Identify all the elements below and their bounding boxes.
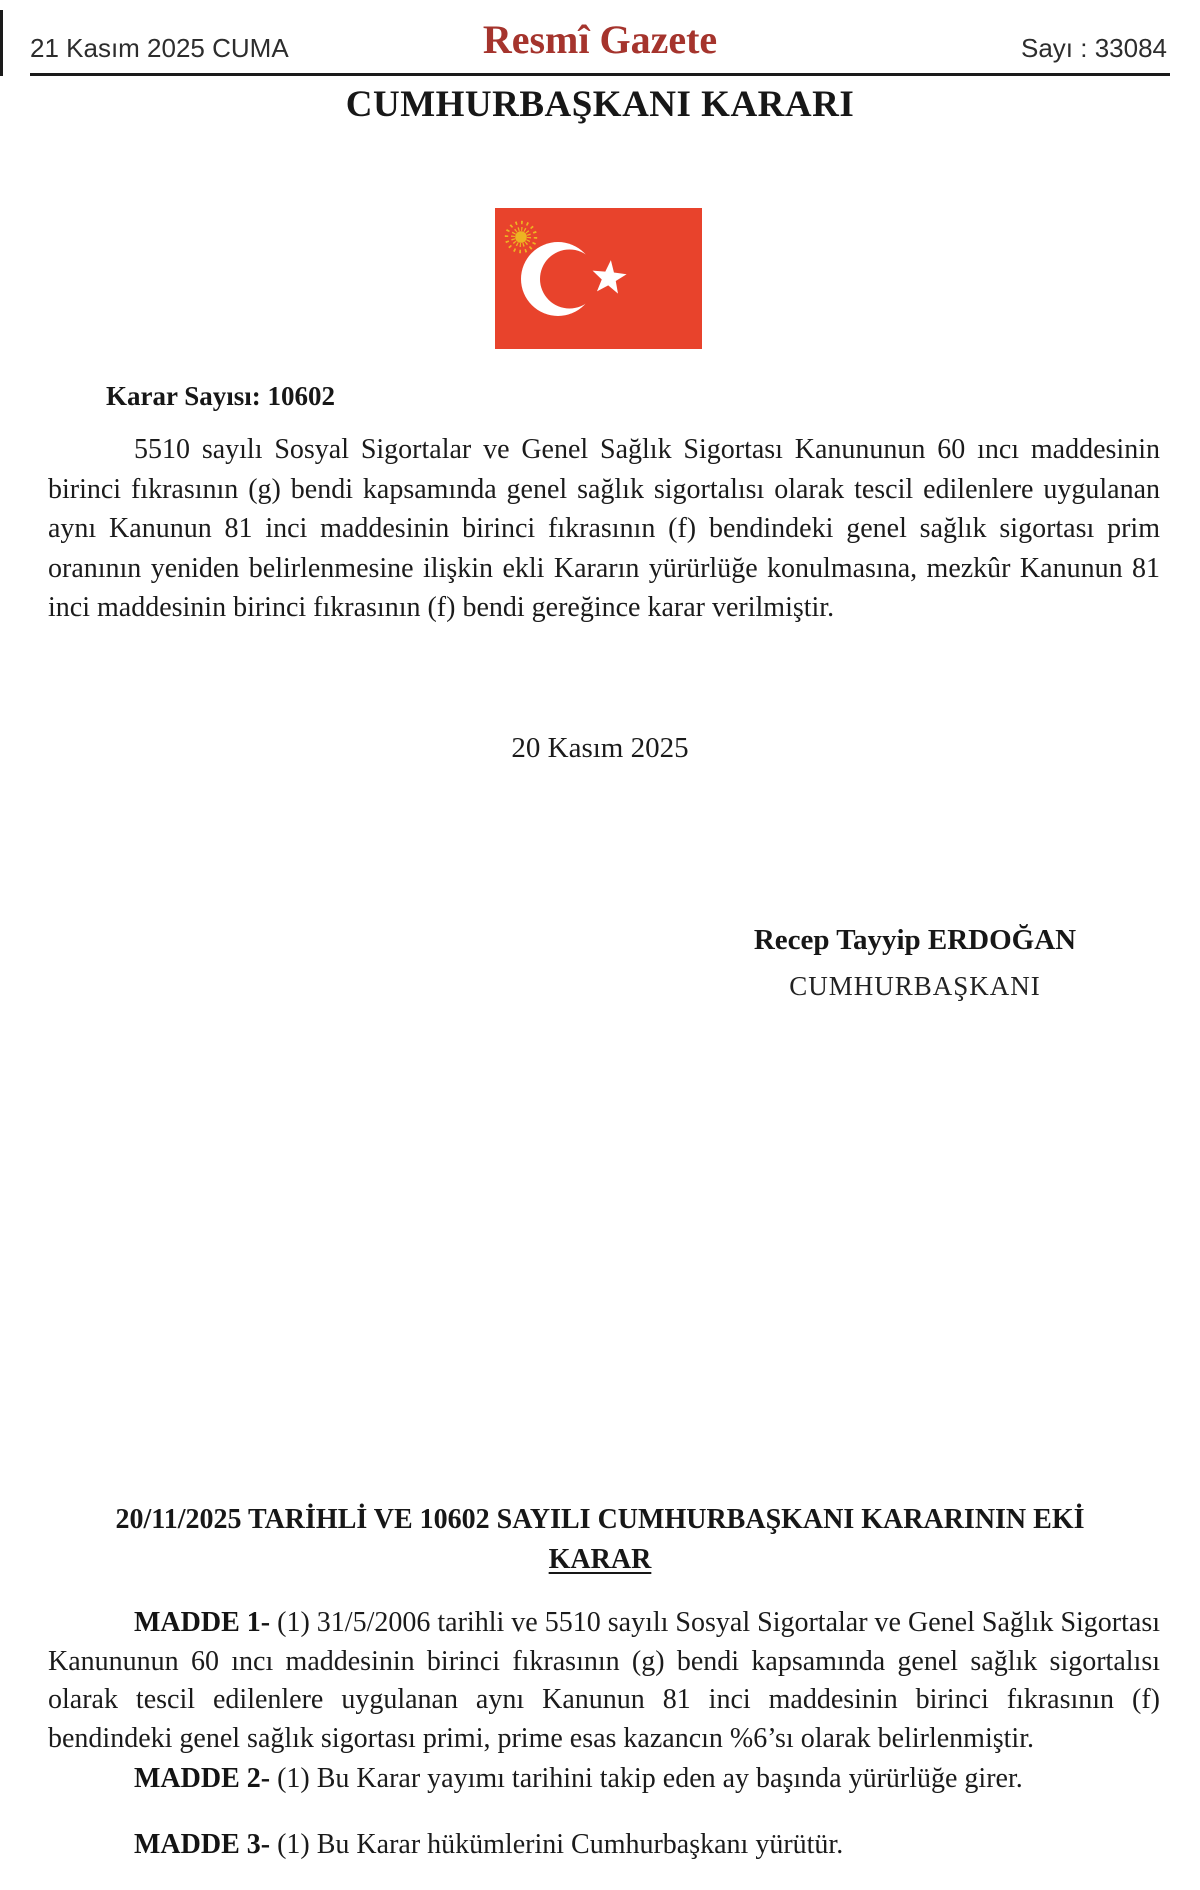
article-3-label: MADDE 3- — [134, 1829, 278, 1860]
article-3 — [48, 1826, 1160, 1865]
article-1-label: MADDE 1- — [134, 1607, 278, 1638]
header-rule — [30, 73, 1170, 76]
article-1-text: (1) 31/5/2006 tarihli ve 5510 sayılı Sosyal Sigortalar ve Genel Sağlık Sigortası Kanununun 60 ıncı maddesinin birinci fıkrasının (g) bendi kapsamında genel sağlık sigortalısı olarak tescil edilenlere uygulanan aynı Kanunun 81 inci maddesinin birinci fıkrasının (f) bendindeki genel sağlık sigortası primi, prime esas kazancın %6’sı olarak belirlenmiştir. — [48, 1607, 1161, 1754]
decision-date: 20 Kasım 2025 — [511, 732, 689, 764]
article-2 — [48, 1760, 1160, 1799]
article-3-text: (1) Bu Karar hükümlerini Cumhurbaşkanı yürütür. — [277, 1829, 844, 1860]
signature-name: Recep Tayyip ERDOĞAN — [753, 924, 1077, 956]
article-1 — [48, 1604, 1160, 1758]
article-2-text: (1) Bu Karar yayımı tarihini takip eden ay başında yürürlüğe girer. — [277, 1763, 1023, 1794]
header-date: 21 Kasım 2025 CUMA — [30, 33, 289, 63]
gazette-title: Resmî Gazete — [482, 17, 718, 62]
turkish-presidential-flag — [495, 208, 702, 349]
document-title: CUMHURBAŞKANI KARARI — [345, 84, 855, 125]
decision-paragraph: 5510 sayılı Sosyal Sigortalar ve Genel Sağlık Sigortası Kanununun 60 ıncı maddesinin birinci fıkrasının (g) bendi kapsamında genel sağlık sigortalısı olarak tescil edilenlere uygulanan aynı Kanunun 81 inci maddesinin birinci fıkrasının (f) bendindeki genel sağlık sigortası prim oranının yeniden belirlenmesine ilişkin ekli Kararın yürürlüğe konulmasına, mezkûr Kanunun 81 inci maddesinin birinci fıkrasının (f) bendi gereğince karar verilmiştir. — [48, 434, 1160, 623]
annex-heading-line1: 20/11/2025 TARİHLİ VE 10602 SAYILI CUMHURBAŞKANI KARARININ EKİ — [115, 1504, 1085, 1535]
signature-title: CUMHURBAŞKANI — [789, 971, 1041, 1001]
annex-heading-line2: KARAR — [548, 1544, 652, 1575]
article-2-label: MADDE 2- — [134, 1763, 278, 1794]
issue-number: Sayı : 33084 — [1021, 33, 1167, 63]
signature-block — [700, 924, 1130, 1002]
annex-heading — [60, 1500, 1140, 1580]
decision-number: Karar Sayısı: 10602 — [106, 381, 335, 411]
